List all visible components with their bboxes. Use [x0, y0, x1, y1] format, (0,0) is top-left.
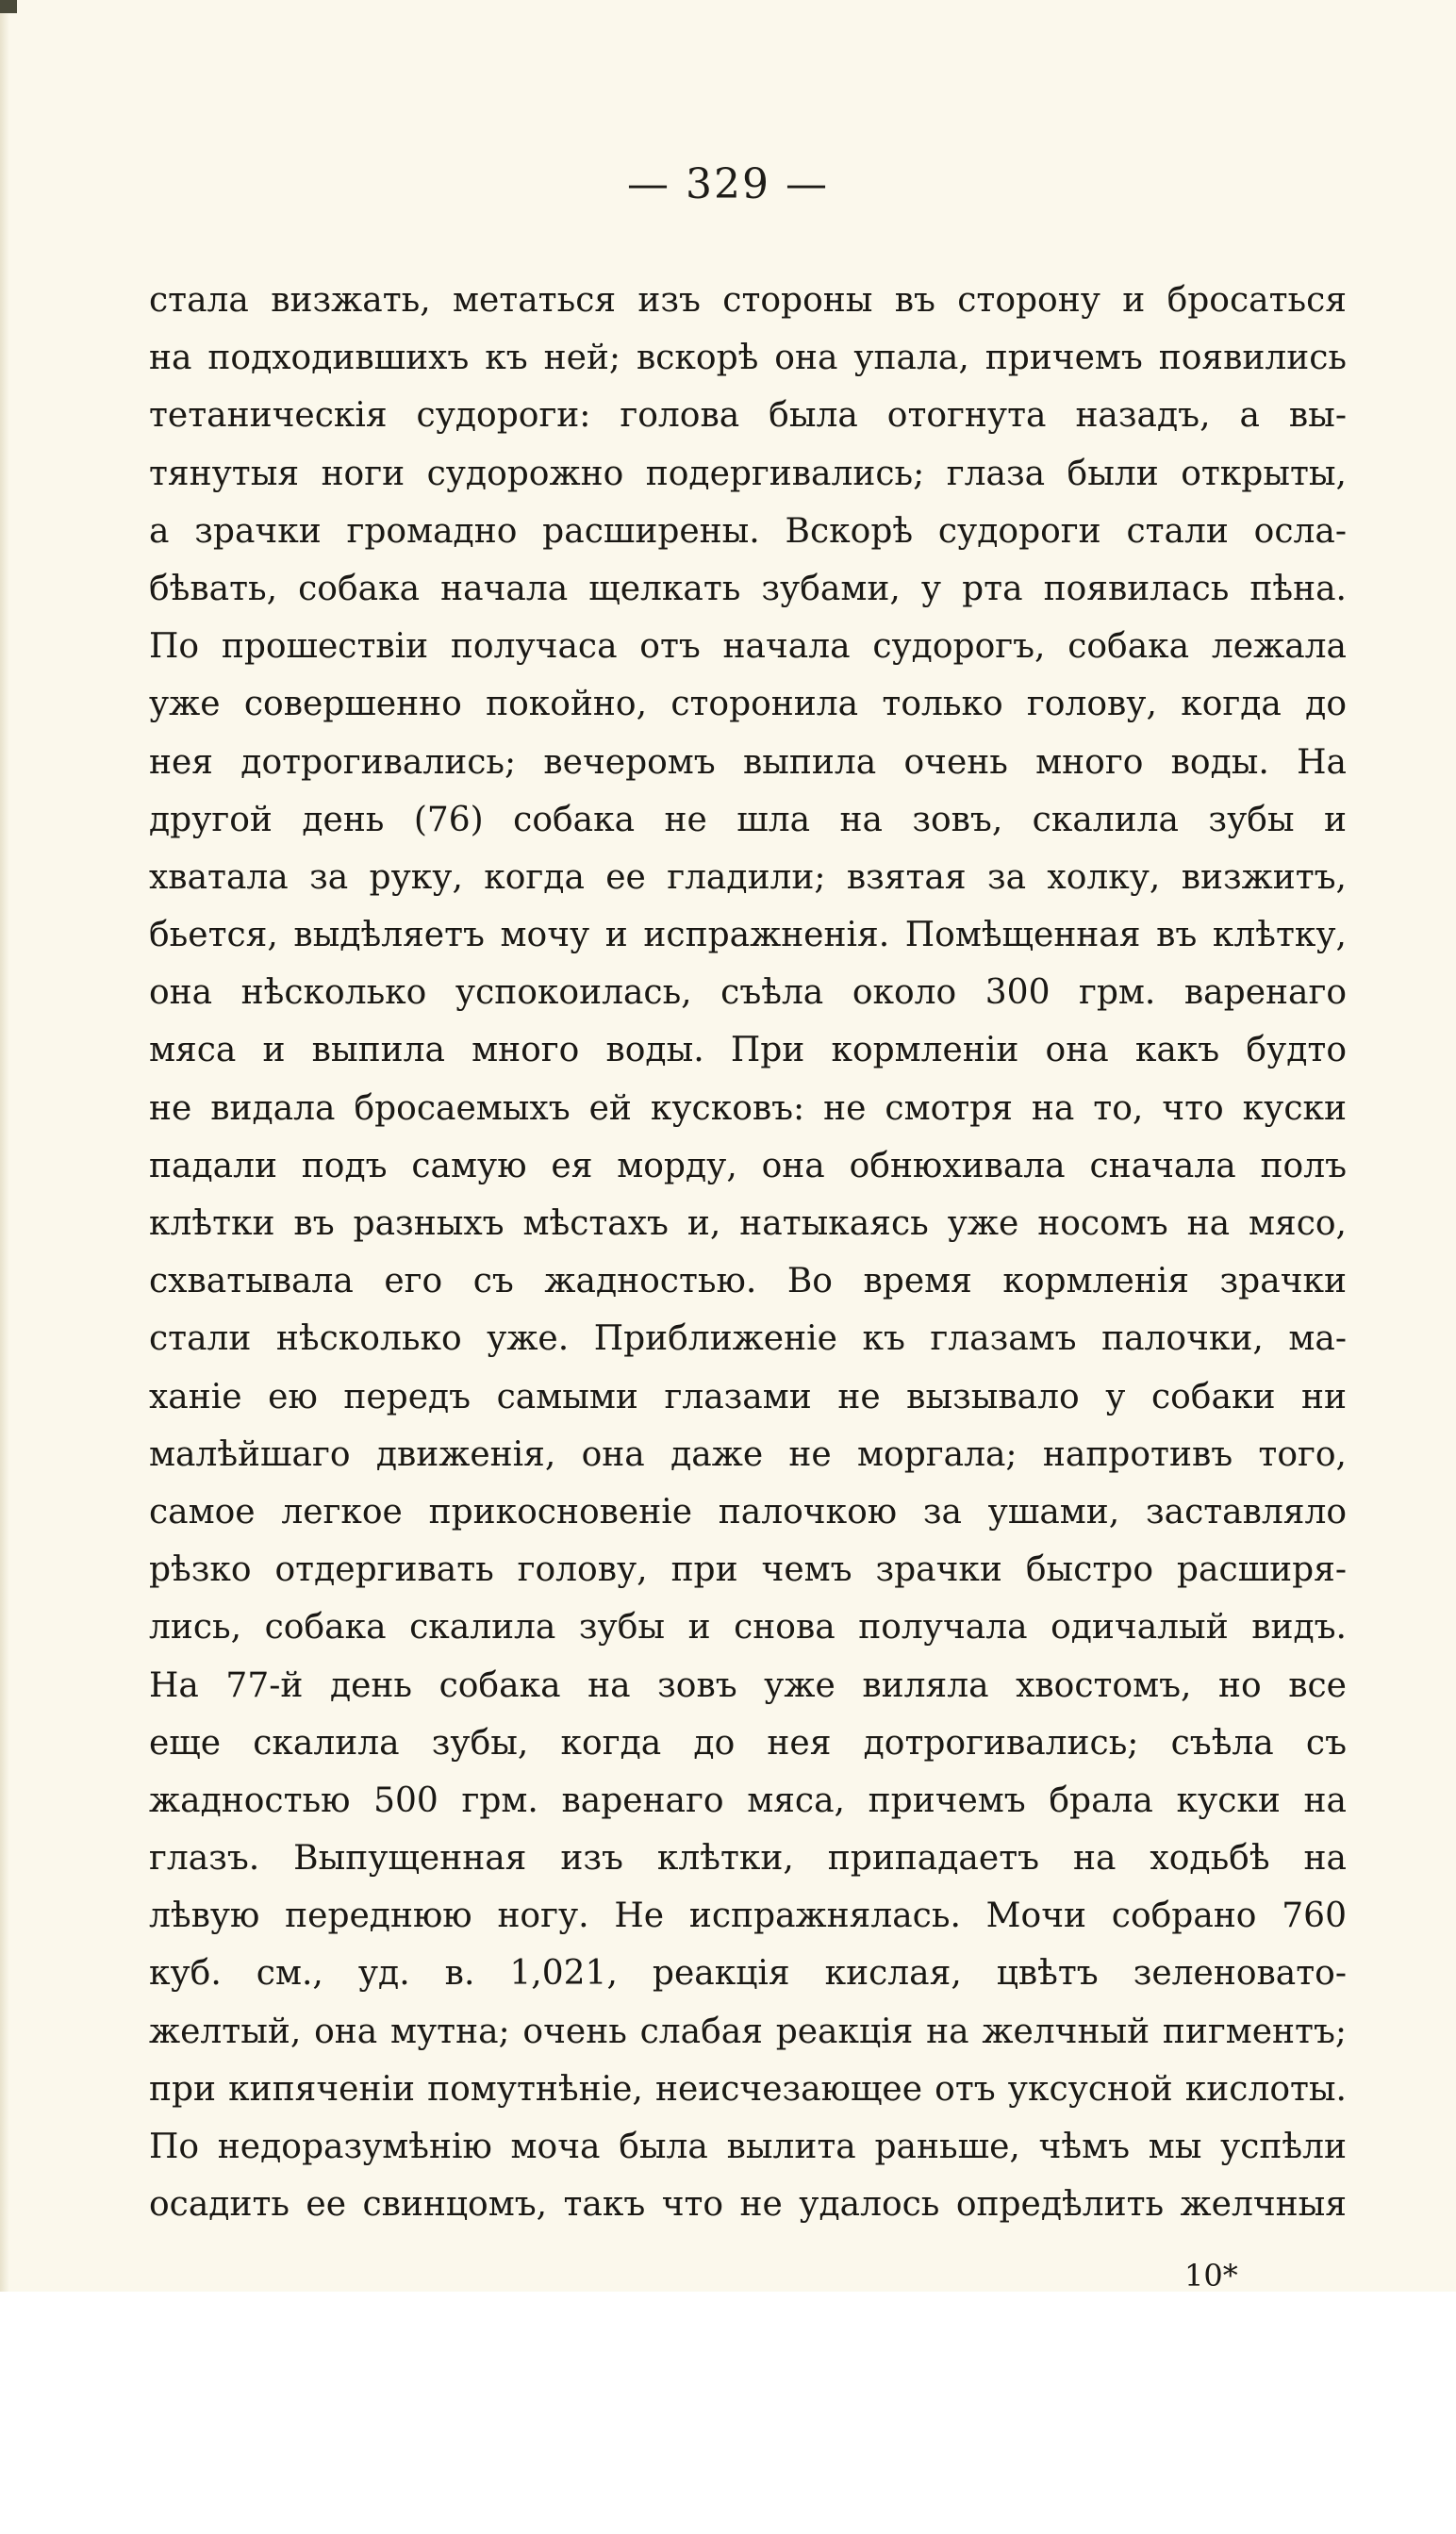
text-line: не видала бросаемыхъ ей кусковъ: не смотря на то, что куски: [149, 1088, 1347, 1128]
text-line: нея дотрогивались; вечеромъ выпила очень много воды. На: [149, 742, 1347, 782]
text-line: малѣйшаго движенія, она даже не моргала; напротивъ того,: [149, 1434, 1347, 1474]
text-line: глазъ. Выпущенная изъ клѣтки, припадаетъ на ходьбѣ на: [149, 1839, 1347, 1879]
text-line: при кипяченіи помутнѣніе, неисчезающее отъ уксусной кислоты.: [149, 2069, 1347, 2109]
text-line: самое легкое прикосновеніе палочкою за ушами, заставляло: [149, 1492, 1347, 1532]
text-line: стали нѣсколько уже. Приближеніе къ глазамъ палочки, ма-: [149, 1319, 1347, 1359]
text-line: куб. см., уд. в. 1,021, реакція кислая, цвѣтъ зеленовато-: [149, 1954, 1347, 1994]
text-line: осадить ее свинцомъ, такъ что не удалось опредѣлить желчныя: [149, 2185, 1347, 2225]
text-line: ханіе ею передъ самыми глазами не вызывало у собаки ни: [149, 1377, 1347, 1416]
text-line: другой день (76) собака не шла на зовъ, скалила зубы и: [149, 800, 1347, 839]
text-line: падали подъ самую ея морду, она обнюхивала сначала полъ: [149, 1146, 1347, 1185]
text-line: лѣвую переднюю ногу. Не испражнялась. Мочи собрано 760: [149, 1896, 1347, 1936]
text-line: По недоразумѣнію моча была вылита раньше, чѣмъ мы успѣли: [149, 2128, 1347, 2166]
text-line: еще скалила зубы, когда до нея дотрогивались; съѣла съ: [149, 1723, 1347, 1763]
text-line: бьется, выдѣляетъ мочу и испражненія. Помѣщенная въ клѣтку,: [149, 916, 1347, 955]
text-line: По прошествіи получаса отъ начала судорогъ, собака лежала: [149, 627, 1347, 667]
text-line: на подходившихъ къ ней; вскорѣ она упала, причемъ появились: [149, 339, 1347, 378]
text-line: хватала за руку, когда ее гладили; взятая за холку, визжитъ,: [149, 857, 1347, 897]
text-line: клѣтки въ разныхъ мѣстахъ и, натыкаясь уже носомъ на мясо,: [149, 1204, 1347, 1243]
text-line: схватывала его съ жадностью. Во время кормленія зрачки: [149, 1262, 1347, 1301]
text-line: а зрачки громадно расширены. Вскорѣ судороги стали осла-: [149, 511, 1347, 551]
signature-mark: 10*: [1184, 2258, 1238, 2294]
page-number: — 329 —: [627, 160, 829, 208]
text-line: она нѣсколько успокоилась, съѣла около 300 грм. варенаго: [149, 973, 1347, 1013]
text-line: тетаническія судороги: голова была отогнута назадъ, а вы-: [149, 396, 1347, 436]
text-line: тянутыя ноги судорожно подергивались; глаза были открыты,: [149, 454, 1347, 493]
text-line: стала визжать, метаться изъ стороны въ сторону и бросаться: [149, 281, 1347, 320]
binding-edge: [0, 0, 9, 2292]
text-line: жадностью 500 грм. варенаго мяса, причемъ брала куски на: [149, 1780, 1347, 1820]
text-line: уже совершенно покойно, сторонила только голову, когда до: [149, 685, 1347, 724]
top-corner-mark: [0, 0, 17, 13]
text-line: бѣвать, собака начала щелкать зубами, у рта появилась пѣна.: [149, 569, 1347, 608]
body-text: [149, 272, 1347, 2233]
text-line: желтый, она мутна; очень слабая реакція на желчный пигментъ;: [149, 2012, 1347, 2051]
text-line: На 77-й день собака на зовъ уже виляла хвостомъ, но все: [149, 1665, 1347, 1705]
text-line: рѣзко отдергивать голову, при чемъ зрачки быстро расширя-: [149, 1550, 1347, 1590]
text-line: мяса и выпила много воды. При кормленіи она какъ будто: [149, 1031, 1347, 1070]
text-line: лись, собака скалила зубы и снова получала одичалый видъ.: [149, 1608, 1347, 1648]
